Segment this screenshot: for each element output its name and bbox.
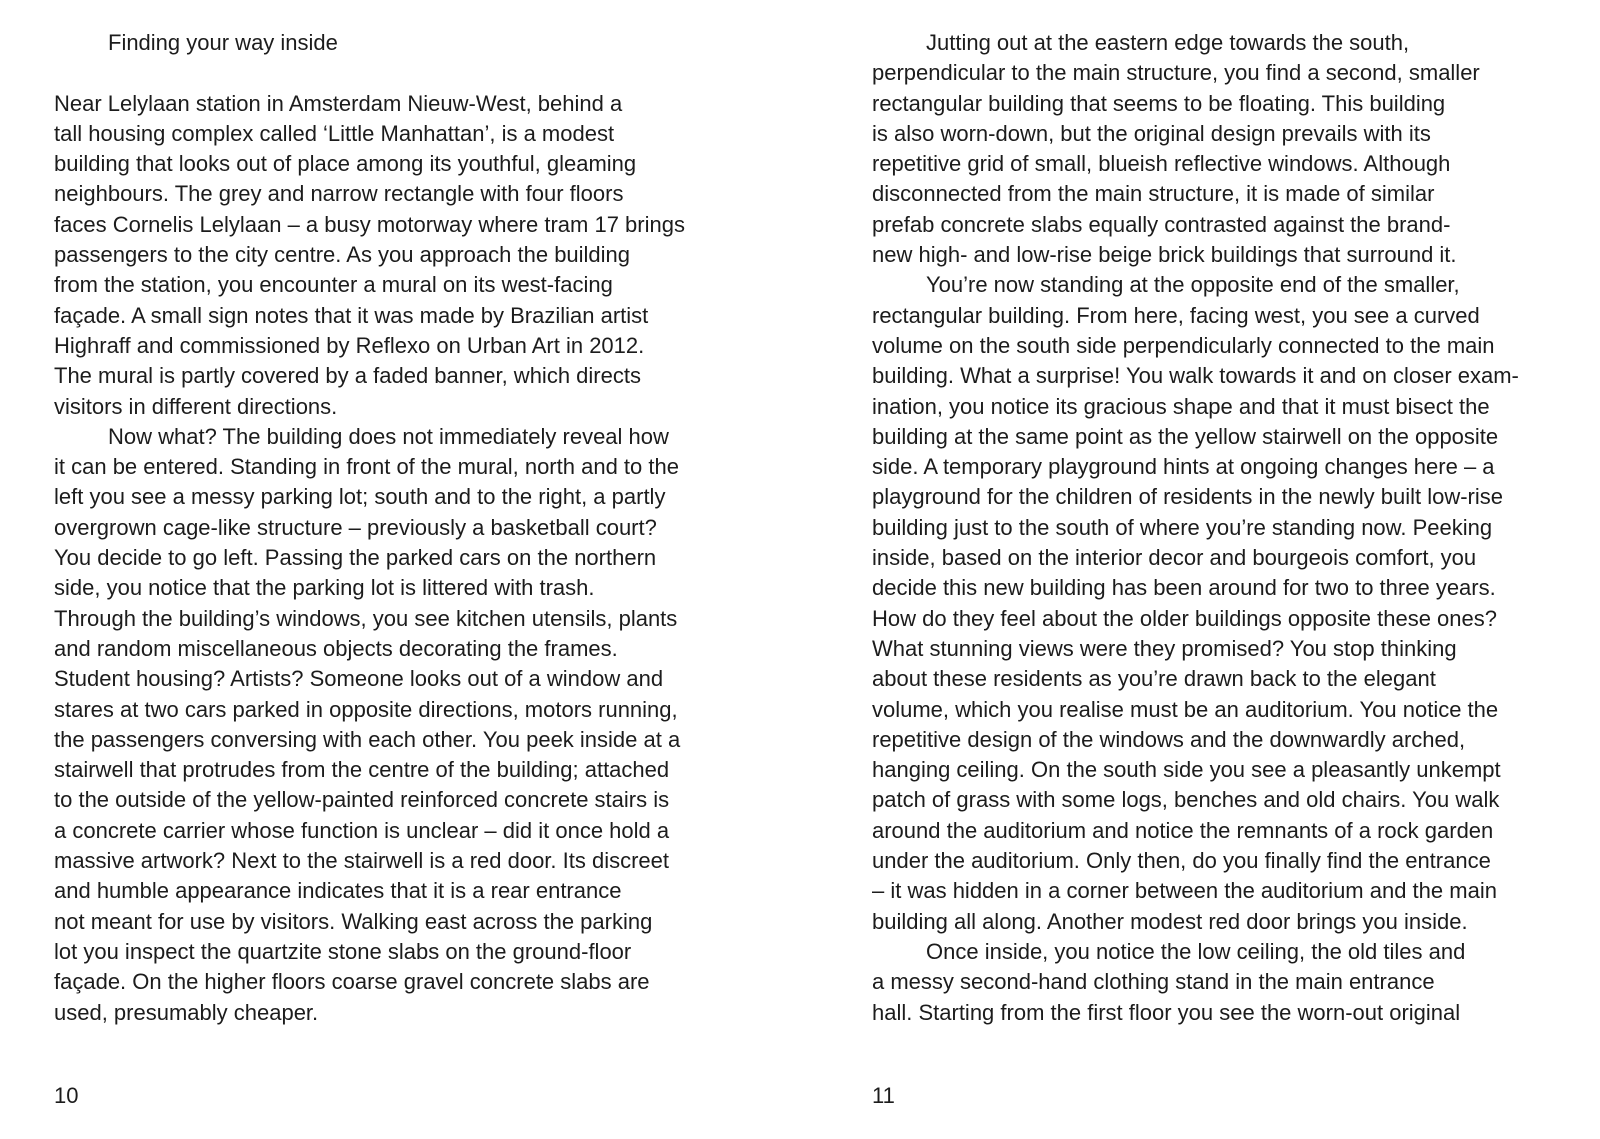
text-line: hanging ceiling. On the south side you see a pleasantly unkempt xyxy=(872,757,1501,783)
text-line: lot you inspect the quartzite stone slabs on the ground-floor xyxy=(54,938,632,964)
right-page xyxy=(872,0,1592,1139)
text-line: patch of grass with some logs, benches and old chairs. You walk xyxy=(872,787,1500,813)
text-line: side, you notice that the parking lot is littered with trash. xyxy=(54,575,595,601)
text-line: and random miscellaneous objects decorating the frames. xyxy=(54,635,618,661)
text-line: is also worn-down, but the original design prevails with its xyxy=(872,120,1431,146)
text-line: The mural is partly covered by a faded banner, which directs xyxy=(54,363,641,389)
text-line: Now what? The building does not immediately reveal how xyxy=(108,423,669,449)
text-line: it can be entered. Standing in front of the mural, north and to the xyxy=(54,454,679,480)
text-line: – it was hidden in a corner between the auditorium and the main xyxy=(872,878,1497,904)
text-line: the passengers conversing with each other. You peek inside at a xyxy=(54,726,681,752)
text-line: What stunning views were they promised? You stop thinking xyxy=(872,635,1457,661)
text-line: rectangular building. From here, facing west, you see a curved xyxy=(872,302,1480,328)
text-line: used, presumably cheaper. xyxy=(54,999,319,1025)
left-page-text xyxy=(54,28,774,1028)
text-line: and humble appearance indicates that it is a rear entrance xyxy=(54,878,622,904)
text-line: not meant for use by visitors. Walking east across the parking xyxy=(54,908,653,934)
page-number-right: 11 xyxy=(872,1083,895,1108)
text-line: to the outside of the yellow-painted reinforced concrete stairs is xyxy=(54,787,670,813)
left-page xyxy=(54,0,774,1139)
text-line: building. What a surprise! You walk towards it and on closer exam- xyxy=(872,363,1519,389)
text-line: Student housing? Artists? Someone looks out of a window and xyxy=(54,666,664,692)
text-line: tall housing complex called ‘Little Manhattan’, is a modest xyxy=(54,120,615,146)
text-line: Through the building’s windows, you see kitchen utensils, plants xyxy=(54,605,678,631)
text-line: massive artwork? Next to the stairwell is a red door. Its discreet xyxy=(54,848,670,874)
right-page-text xyxy=(872,28,1592,1028)
text-line: left you see a messy parking lot; south and to the right, a partly xyxy=(54,484,666,510)
text-line: volume on the south side perpendicularly connected to the main xyxy=(872,332,1495,358)
text-line: building that looks out of place among its youthful, gleaming xyxy=(54,151,637,177)
text-line: stairwell that protrudes from the centre of the building; attached xyxy=(54,757,670,783)
text-line: Jutting out at the eastern edge towards the south, xyxy=(926,30,1410,55)
text-line: ination, you notice its gracious shape and that it must bisect the xyxy=(872,393,1490,419)
section-heading: Finding your way inside xyxy=(108,30,338,55)
text-line: neighbours. The grey and narrow rectangle with four floors xyxy=(54,181,624,207)
text-line: playground for the children of residents in the newly built low-rise xyxy=(872,484,1503,510)
text-line: passengers to the city centre. As you approach the building xyxy=(54,242,631,268)
text-line: a concrete carrier whose function is unclear – did it once hold a xyxy=(54,817,670,843)
text-line: decide this new building has been around for two to three years. xyxy=(872,575,1496,601)
text-line: disconnected from the main structure, it is made of similar xyxy=(872,181,1435,207)
text-line: You’re now standing at the opposite end of the smaller, xyxy=(926,272,1460,298)
text-line: rectangular building that seems to be floating. This building xyxy=(872,90,1446,116)
text-line: Near Lelylaan station in Amsterdam Nieuw-West, behind a xyxy=(54,90,623,116)
text-line: volume, which you realise must be an auditorium. You notice the xyxy=(872,696,1499,722)
text-line: Highraff and commissioned by Reflexo on Urban Art in 2012. xyxy=(54,332,645,358)
text-line: building all along. Another modest red door brings you inside. xyxy=(872,908,1468,934)
text-line: building at the same point as the yellow stairwell on the opposite xyxy=(872,423,1499,449)
text-line: façade. On the higher floors coarse gravel concrete slabs are xyxy=(54,969,650,995)
text-line: under the auditorium. Only then, do you finally find the entrance xyxy=(872,848,1491,874)
text-line: façade. A small sign notes that it was made by Brazilian artist xyxy=(54,302,649,328)
text-line: building just to the south of where you’re standing now. Peeking xyxy=(872,514,1493,540)
text-line: repetitive grid of small, blueish reflective windows. Although xyxy=(872,151,1451,177)
text-line: around the auditorium and notice the remnants of a rock garden xyxy=(872,817,1494,843)
blank-line xyxy=(54,58,774,88)
text-line: hall. Starting from the first floor you see the worn-out original xyxy=(872,999,1461,1025)
page-number-left: 10 xyxy=(54,1083,79,1108)
text-line: faces Cornelis Lelylaan – a busy motorway where tram 17 brings xyxy=(54,211,685,237)
text-line: about these residents as you’re drawn back to the elegant xyxy=(872,666,1436,692)
text-line: overgrown cage-like structure – previously a basketball court? xyxy=(54,514,657,540)
text-line: prefab concrete slabs equally contrasted against the brand- xyxy=(872,211,1451,237)
text-line: new high- and low-rise beige brick buildings that surround it. xyxy=(872,242,1457,268)
text-line: stares at two cars parked in opposite directions, motors running, xyxy=(54,696,678,722)
text-line: perpendicular to the main structure, you find a second, smaller xyxy=(872,60,1480,86)
text-line: inside, based on the interior decor and bourgeois comfort, you xyxy=(872,545,1477,571)
text-line: visitors in different directions. xyxy=(54,393,338,419)
text-line: You decide to go left. Passing the parked cars on the northern xyxy=(54,545,657,571)
text-line: side. A temporary playground hints at ongoing changes here – a xyxy=(872,454,1495,480)
text-line: Once inside, you notice the low ceiling, the old tiles and xyxy=(926,938,1466,964)
text-line: How do they feel about the older buildings opposite these ones? xyxy=(872,605,1497,631)
text-line: repetitive design of the windows and the downwardly arched, xyxy=(872,726,1466,752)
text-line: a messy second-hand clothing stand in the main entrance xyxy=(872,969,1435,995)
text-line: from the station, you encounter a mural on its west-facing xyxy=(54,272,613,298)
